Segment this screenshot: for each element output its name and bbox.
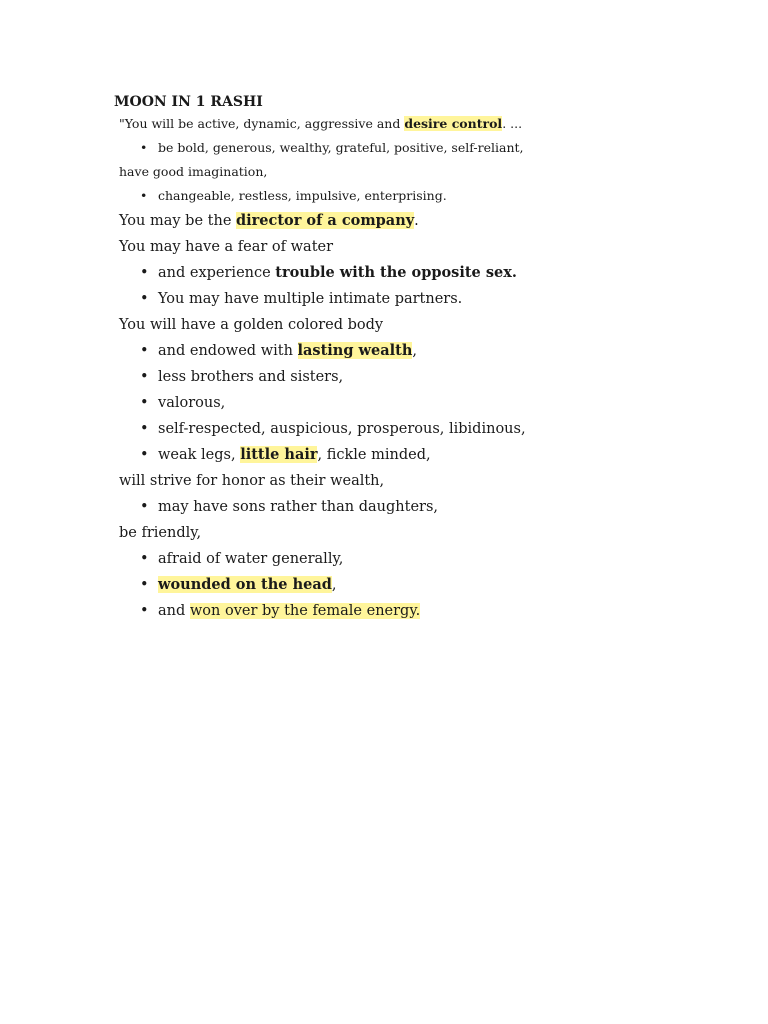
text-run: You may be the	[119, 213, 237, 229]
text-run: weak legs,	[158, 447, 241, 463]
text-run: and endowed with	[158, 343, 298, 359]
bullet-list-item	[140, 552, 343, 567]
bullet-icon: •	[140, 603, 149, 619]
bullet-icon: •	[140, 551, 149, 567]
bullet-list-item	[140, 422, 526, 437]
bullet-list-item	[140, 370, 343, 385]
text-run: be bold, generous, wealthy, grateful, positive, self-reliant,	[158, 140, 524, 155]
highlighted-text: little hair	[240, 446, 318, 463]
bullet-icon: •	[140, 421, 149, 437]
text-run: valorous,	[158, 395, 226, 411]
bullet-icon: •	[140, 343, 149, 359]
text-run: ,	[412, 343, 417, 359]
text-run: . ...	[502, 116, 523, 131]
bullet-list-item	[140, 292, 462, 307]
bullet-icon: •	[140, 188, 148, 203]
highlighted-text: wounded on the head	[158, 576, 332, 593]
text-run: and experience	[158, 265, 276, 281]
text-run: may have sons rather than daughters,	[158, 499, 439, 515]
highlighted-text: won over by the female energy.	[189, 603, 421, 619]
paragraph-line	[119, 118, 522, 131]
bullet-list-item	[140, 500, 438, 515]
bullet-list-item	[140, 344, 417, 359]
text-run: , fickle minded,	[317, 447, 431, 463]
text-run: .	[414, 213, 419, 229]
text-run: changeable, restless, impulsive, enterprising.	[158, 188, 447, 203]
text-run: have good imagination,	[119, 164, 268, 179]
bullet-icon: •	[140, 369, 149, 385]
page-title: MOON IN 1 RASHI	[114, 94, 263, 110]
paragraph-line	[119, 214, 419, 229]
bullet-icon: •	[140, 395, 149, 411]
bullet-icon: •	[140, 291, 149, 307]
text-run: afraid of water generally,	[158, 551, 344, 567]
bullet-icon: •	[140, 140, 148, 155]
bullet-list-item	[140, 578, 336, 593]
text-run: be friendly,	[119, 525, 202, 541]
highlighted-text: lasting wealth	[297, 342, 413, 359]
text-run: and	[158, 603, 190, 619]
paragraph-line	[119, 474, 384, 489]
bullet-icon: •	[140, 447, 149, 463]
bullet-icon: •	[140, 499, 149, 515]
text-run: You may have multiple intimate partners.	[158, 291, 463, 307]
bullet-list-item	[140, 190, 447, 203]
bullet-list-item	[140, 396, 225, 411]
text-run: less brothers and sisters,	[158, 369, 344, 385]
paragraph-line	[119, 166, 267, 179]
bullet-icon: •	[140, 577, 149, 593]
text-run: "You will be active, dynamic, aggressive and	[119, 116, 405, 131]
highlighted-text: director of a company	[236, 212, 415, 229]
bullet-list-item	[140, 266, 517, 281]
text-run: ,	[331, 577, 337, 593]
text-run: You may have a fear of water	[119, 239, 334, 255]
bullet-icon: •	[140, 265, 149, 281]
bold-text: trouble with the opposite sex.	[275, 264, 517, 281]
paragraph-line	[119, 240, 333, 255]
paragraph-line	[119, 526, 201, 541]
bullet-list-item	[140, 448, 431, 463]
highlighted-text: desire control	[404, 116, 503, 131]
bullet-list-item	[140, 142, 524, 155]
bullet-list-item	[140, 604, 420, 619]
text-run: self-respected, auspicious, prosperous, libidinous,	[158, 421, 526, 437]
text-run: will strive for honor as their wealth,	[119, 473, 385, 489]
paragraph-line	[119, 318, 383, 333]
text-run: You will have a golden colored body	[119, 317, 384, 333]
